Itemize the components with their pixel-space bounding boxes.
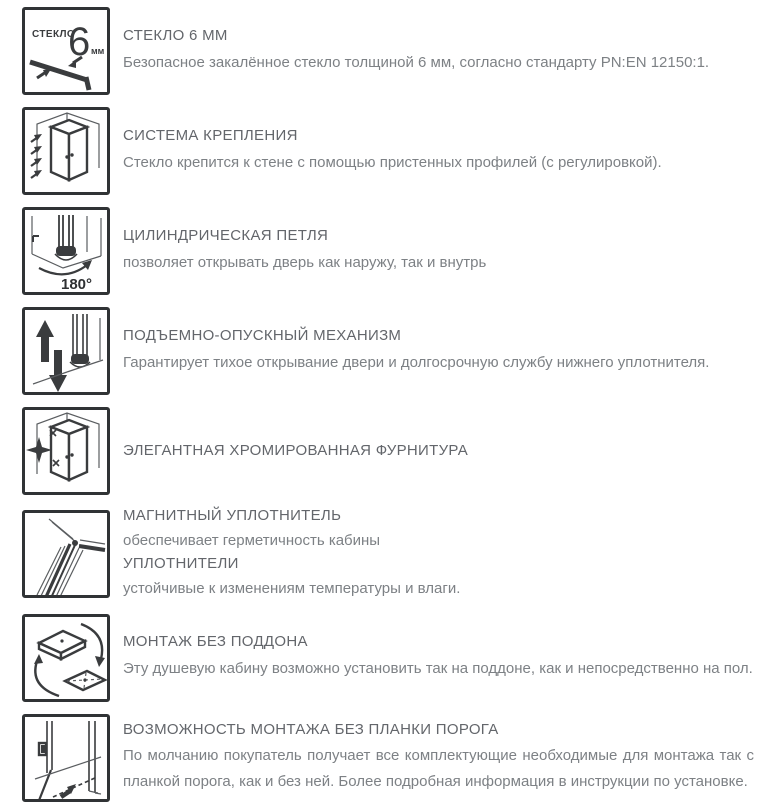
feature-text-hinge bbox=[123, 227, 754, 275]
feature-title: ЭЛЕГАНТНАЯ ХРОМИРОВАННАЯ ФУРНИТУРА bbox=[123, 441, 469, 459]
feature-text-glass bbox=[123, 27, 754, 75]
glass-icon-size: 6 bbox=[68, 20, 91, 64]
feature-title: МОНТАЖ БЕЗ ПОДДОНА bbox=[123, 633, 308, 651]
feature-text-mounting bbox=[123, 127, 754, 175]
feature-title: УПЛОТНИТЕЛИ bbox=[123, 555, 239, 573]
glass-icon-label: СТЕКЛО bbox=[32, 29, 76, 40]
hinge-angle-label: 180° bbox=[61, 276, 93, 292]
lift-lower-mechanism-icon bbox=[22, 307, 110, 395]
feature-block bbox=[123, 555, 754, 601]
glass-6mm-icon bbox=[22, 7, 110, 95]
feature-text-no-tray bbox=[123, 633, 754, 681]
feature-row-no-threshold bbox=[22, 714, 754, 802]
feature-text-no-threshold bbox=[123, 721, 754, 795]
feature-row-mounting bbox=[22, 107, 754, 195]
feature-desc: Стекло крепится к стене с помощью пристенных профилей (с регулировкой). bbox=[123, 153, 662, 171]
feature-row-hinge bbox=[22, 207, 754, 295]
no-threshold-strip-icon bbox=[22, 714, 110, 802]
feature-title: СИСТЕМА КРЕПЛЕНИЯ bbox=[123, 126, 298, 144]
magnetic-seal-icon bbox=[22, 510, 110, 598]
glass-icon-unit: мм bbox=[91, 46, 105, 56]
wall-mounting-system-icon bbox=[22, 107, 110, 195]
feature-row-lift bbox=[22, 307, 754, 395]
feature-row-no-tray bbox=[22, 614, 754, 702]
feature-title: МАГНИТНЫЙ УПЛОТНИТЕЛЬ bbox=[123, 507, 342, 524]
feature-title: СТЕКЛО 6 ММ bbox=[123, 26, 228, 44]
feature-desc: Безопасное закалённое стекло толщиной 6 мм, согласно стандарту PN:EN 12150:1. bbox=[123, 53, 710, 71]
feature-desc: Гарантирует тихое открывание двери и долгосрочную службу нижнего уплотнителя. bbox=[123, 353, 710, 371]
feature-title: ЦИЛИНДРИЧЕСКАЯ ПЕТЛЯ bbox=[123, 226, 329, 244]
feature-text-lift bbox=[123, 327, 754, 375]
cylindrical-hinge-icon bbox=[22, 207, 110, 295]
feature-block bbox=[123, 507, 754, 553]
feature-desc: обеспечивает герметичность кабины bbox=[123, 531, 381, 549]
feature-row-seal bbox=[22, 507, 754, 602]
no-tray-installation-icon bbox=[22, 614, 110, 702]
feature-desc: устойчивые к изменениям температуры и влаги. bbox=[123, 580, 461, 597]
feature-title: ПОДЪЕМНО-ОПУСКНЫЙ МЕХАНИЗМ bbox=[123, 326, 402, 344]
feature-title: ВОЗМОЖНОСТЬ МОНТАЖА БЕЗ ПЛАНКИ ПОРОГА bbox=[123, 720, 499, 738]
feature-desc: По молчанию покупатель получает все комплектующие необходимые для монтажа так с планкой порога, как и без ней. Более подробная информация в инструкции по установке. bbox=[123, 747, 754, 790]
feature-text-seal bbox=[123, 507, 754, 602]
feature-desc: Эту душевую кабину возможно установить так на поддоне, как и непосредственно на пол. bbox=[123, 660, 753, 678]
chrome-hardware-icon bbox=[22, 407, 110, 495]
feature-text-chrome bbox=[123, 442, 754, 461]
feature-row-glass bbox=[22, 7, 754, 95]
feature-row-chrome bbox=[22, 407, 754, 495]
feature-desc: позволяет открывать дверь как наружу, так и внутрь bbox=[123, 253, 487, 271]
